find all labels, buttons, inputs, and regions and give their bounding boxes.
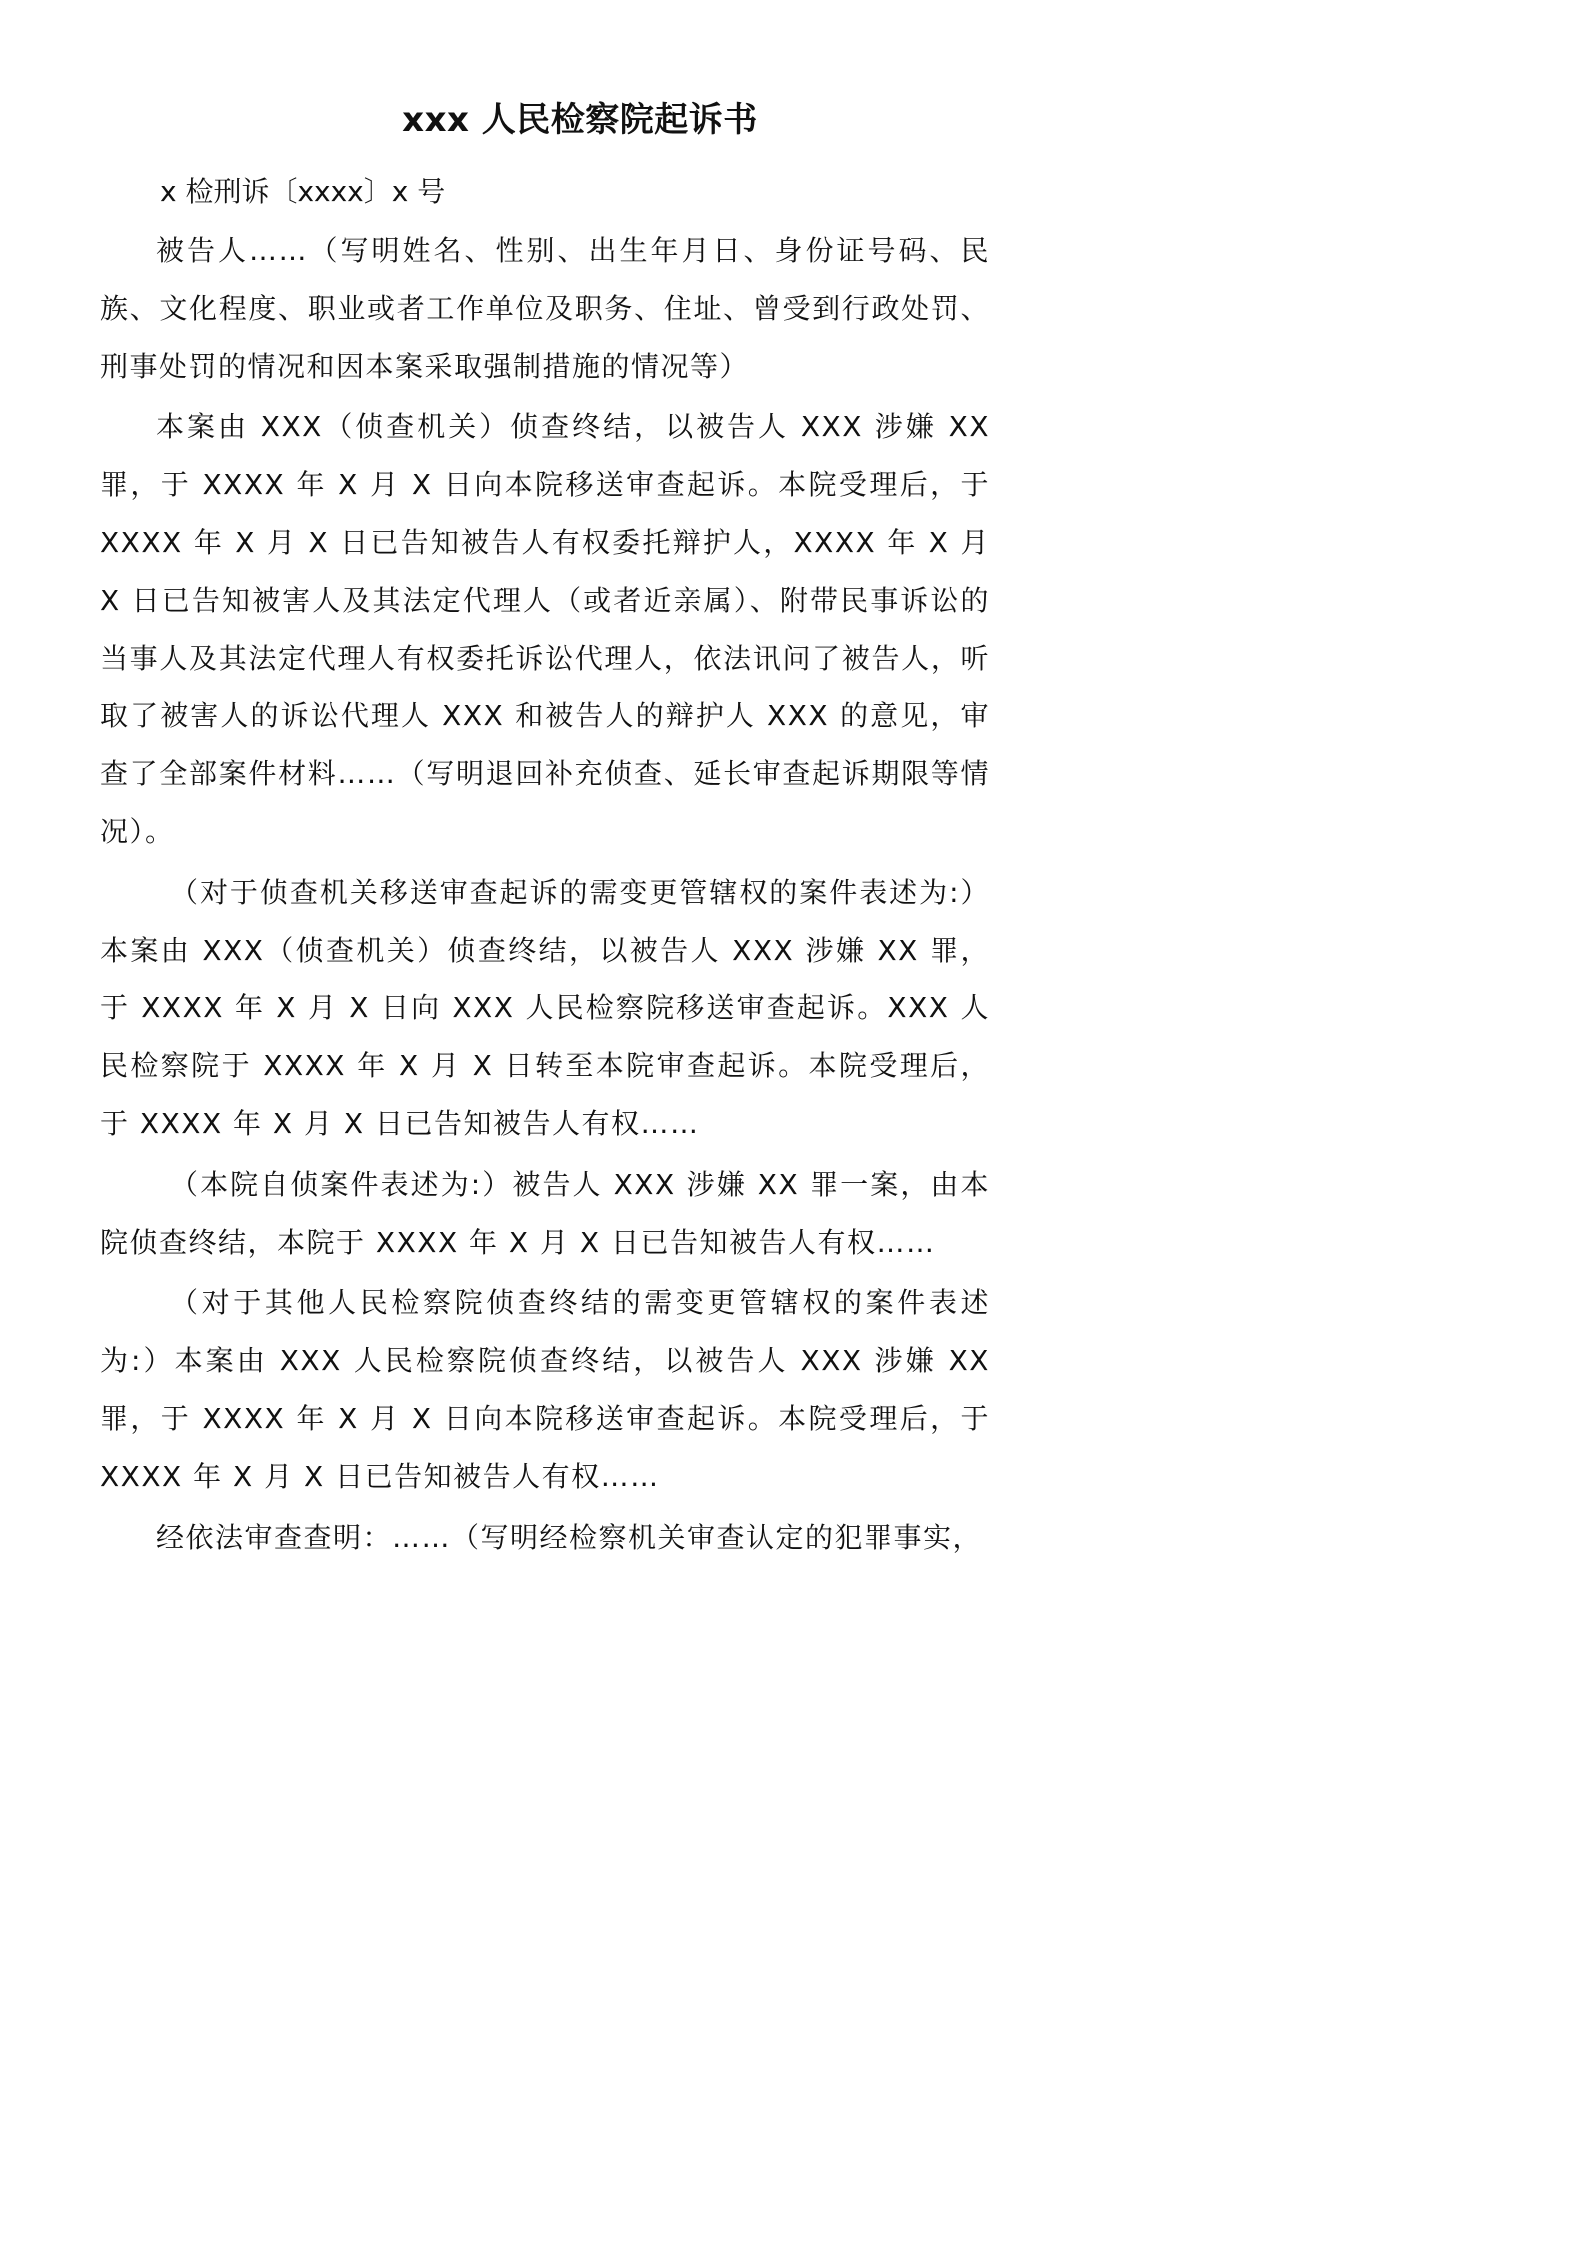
- document-body: [100, 222, 990, 1569]
- paragraph-defendant-info: 被告人……（写明姓名、性别、出生年月日、身份证号码、民族、文化程度、职业或者工作单位及职务、住址、曾受到行政处罚、刑事处罚的情况和因本案采取强制措施的情况等）: [100, 234, 990, 383]
- paragraph-facts-found: 经依法审查查明：……（写明经检察机关审查认定的犯罪事实，: [156, 1520, 983, 1554]
- paragraph-other-procuratorate: （对于其他人民检察院侦查终结的需变更管辖权的案件表述为:）本案由 XXX 人民检察院侦查终结，以被告人 XXX 涉嫌 XX 罪，于 XXXX 年 X 月 X 日向本院移送审查起诉。本院受理后，于 XXXX 年 X 月 X 日已告知被告人有权……: [100, 1286, 990, 1493]
- paragraph-self-investigated: （本院自侦案件表述为:）被告人 XXX 涉嫌 XX 罪一案，由本院侦查终结，本院于 XXXX 年 X 月 X 日已告知被告人有权……: [100, 1167, 990, 1259]
- paragraph-jurisdiction-change: （对于侦查机关移送审查起诉的需变更管辖权的案件表述为:）本案由 XXX（侦查机关）侦查终结，以被告人 XXX 涉嫌 XX 罪，于 XXXX 年 X 月 X 日向 XXX 人民检察院移送审查起诉。XXX 人民检察院于 XXXX 年 X 月 X 日转至本院审查起诉。本院受理后，于 XXXX 年 X 月 X 日已告知被告人有权……: [100, 875, 990, 1140]
- document-number: x 检刑诉〔xxxx〕x 号: [160, 175, 446, 208]
- paragraph-case-process: 本案由 XXX（侦查机关）侦查终结，以被告人 XXX 涉嫌 XX 罪，于 XXXX 年 X 月 X 日向本院移送审查起诉。本院受理后，于 XXXX 年 X 月 X 日已告知被告人有权委托辩护人，XXXX 年 X 月 X 日已告知被害人及其法定代理人（或者近亲属）、附带民事诉讼的当事人及其法定代理人有权委托诉讼代理人，依法讯问了被告人，听取了被害人的诉讼代理人 XXX 和被告人的辩护人 XXX 的意见，审查了全部案件材料……（写明退回补充侦查、延长审查起诉期限等情况）。: [100, 410, 990, 848]
- document-title: xxx 人民检察院起诉书: [402, 100, 758, 140]
